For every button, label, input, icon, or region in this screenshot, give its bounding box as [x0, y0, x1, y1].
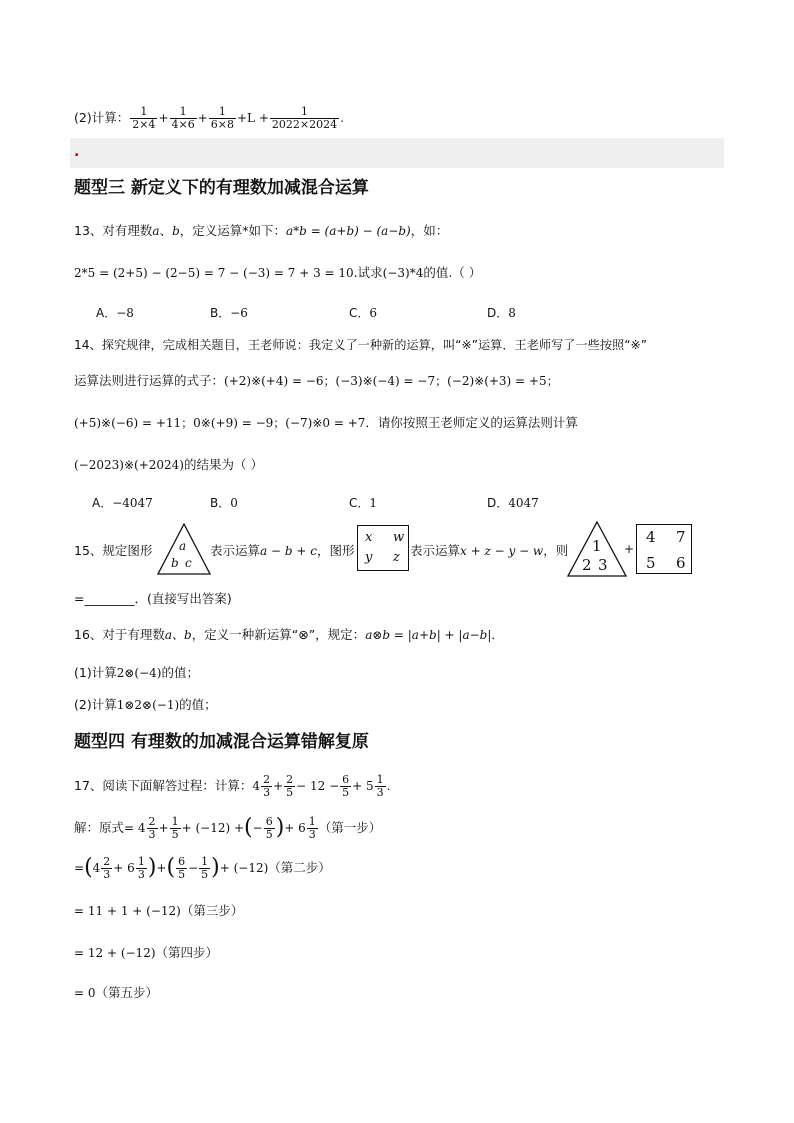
section3-title: 题型三 新定义下的有理数加减混合运算: [74, 178, 369, 198]
q17-step3: = 11 + 1 + (−12)（第三步）: [74, 903, 244, 918]
q12-frac-4: $\frac{1}{2022\times 2024}$: [271, 104, 338, 131]
triangle-top-a: a: [179, 539, 187, 553]
q14-line1: 14、探究规律，完成相关题目，王老师说：我定义了一种新的运算，叫“※”运算．王老师写了一些按照“※”: [74, 338, 648, 352]
q17-line1: 17、阅读下面解答过程：计算： 4 $\frac{2}{3}$ + $\frac{2}{5}$ − 12 − $\frac{6}{5}$ + 5 $\frac{1}{3}$ .: [74, 772, 391, 799]
q13-option-a[interactable]: A．−8: [96, 306, 134, 320]
square-4: 4: [646, 528, 656, 546]
q12-frac-2: $\frac{1}{4\times 6}$: [171, 104, 195, 131]
q16-line1: 16、对于有理数a、b，定义一种新运算“⊗”，规定：a⊗b = |a+b| + |a−b|．: [74, 627, 504, 642]
q15-answer-line: =________．(直接写出答案): [74, 591, 232, 606]
q13-ask: (−3)*4: [382, 266, 424, 280]
square-x: x: [365, 530, 373, 545]
q12-part2: (2)计算： $\frac{1}{2\times 4}$ + $\frac{1}{4\times 6}$ + $\frac{1}{6\times 8}$ +L + $\frac{1}{2022\times 2024}$ .: [74, 104, 344, 131]
q12-part2-label: (2)计算：: [74, 110, 130, 125]
q13-definition: a*b = (a+b) − (a−b): [286, 224, 411, 238]
q13-line1: 13、对有理数a、b，定义运算*如下：a*b = (a+b) − (a−b)，如：: [74, 223, 449, 238]
q13-option-d[interactable]: D．8: [487, 306, 516, 320]
square-y: y: [365, 550, 373, 565]
q13-example: 2*5 = (2+5) − (2−5) = 7 − (−3) = 7 + 3 = 10: [74, 266, 354, 280]
square-7: 7: [676, 528, 686, 546]
q14-option-d[interactable]: D．4047: [487, 496, 539, 510]
q12-ellipsis: +L: [237, 111, 256, 125]
q16-part1: (1)计算2⊗(−4)的值；: [74, 665, 199, 680]
q12-end: .: [340, 111, 344, 125]
square-6: 6: [676, 554, 686, 572]
q16-definition: a⊗b = |a+b| + |a−b|: [365, 628, 492, 642]
q12-answer-dot: .: [74, 144, 80, 160]
q13-line2: 2*5 = (2+5) − (2−5) = 7 − (−3) = 7 + 3 = 10.试求(−3)*4的值.（ ）: [74, 265, 482, 280]
q13-option-b[interactable]: B．−6: [210, 306, 248, 320]
q17-step5: = 0（第五步）: [74, 985, 159, 1000]
q12-frac-1: $\frac{1}{2\times 4}$: [132, 104, 156, 131]
section4-title: 题型四 有理数的加减混合运算错解复原: [74, 732, 369, 752]
triangle-bottom-2: 2: [582, 556, 592, 574]
q15-lead: 15、规定图形: [74, 543, 153, 558]
square-z: z: [393, 550, 400, 565]
q17-step2: = ( 4 $\frac{2}{3}$ + 6 $\frac{1}{3}$ ) + ( $\frac{6}{5}$ − $\frac{1}{5}$ ) + (−12) （第二步）: [74, 854, 331, 881]
q14-option-b[interactable]: B．0: [210, 496, 238, 510]
q15-mid1: 表示运算a − b + c，图形: [210, 543, 355, 558]
square-w: w: [393, 530, 405, 545]
q13-option-c[interactable]: C．6: [349, 306, 378, 320]
q16-part2: (2)计算1⊗2⊗(−1)的值；: [74, 697, 217, 712]
q14-line4: (−2023)※(+2024)的结果为（ ）: [74, 457, 263, 472]
q12-frac-3: $\frac{1}{6\times 8}$: [210, 104, 234, 131]
triangle-top-1: 1: [592, 537, 602, 555]
q15-mid3: 表示运算x + z − y − w，则: [410, 543, 569, 558]
q17-step1: 解：原式 = 4 $\frac{2}{3}$ + $\frac{1}{5}$ + (−12) + ( − $\frac{6}{5}$ ) + 6 $\frac{1}{3}$ （第一步）: [74, 814, 382, 841]
triangle-bottom-3: 3: [598, 556, 608, 574]
square-5: 5: [646, 554, 656, 572]
q14-option-c[interactable]: C．1: [349, 496, 378, 510]
q14-line2: 运算法则进行运算的式子：(+2)※(+4) = −6；(−3)※(−4) = −7；(−2)※(+3) = +5；: [74, 373, 559, 388]
q14-line3: (+5)※(−6) = +11；0※(+9) = −9；(−7)※0 = +7．请你按照王老师定义的运算法则计算: [74, 415, 578, 430]
q14-option-a[interactable]: A．−4047: [92, 496, 153, 510]
triangle-bottom-b: b: [171, 556, 179, 570]
q12-answer-box: [70, 138, 724, 168]
triangle-bottom-c: c: [185, 556, 192, 570]
q17-step4: = 12 + (−12)（第四步）: [74, 945, 219, 960]
q15-plus: +: [624, 542, 635, 556]
